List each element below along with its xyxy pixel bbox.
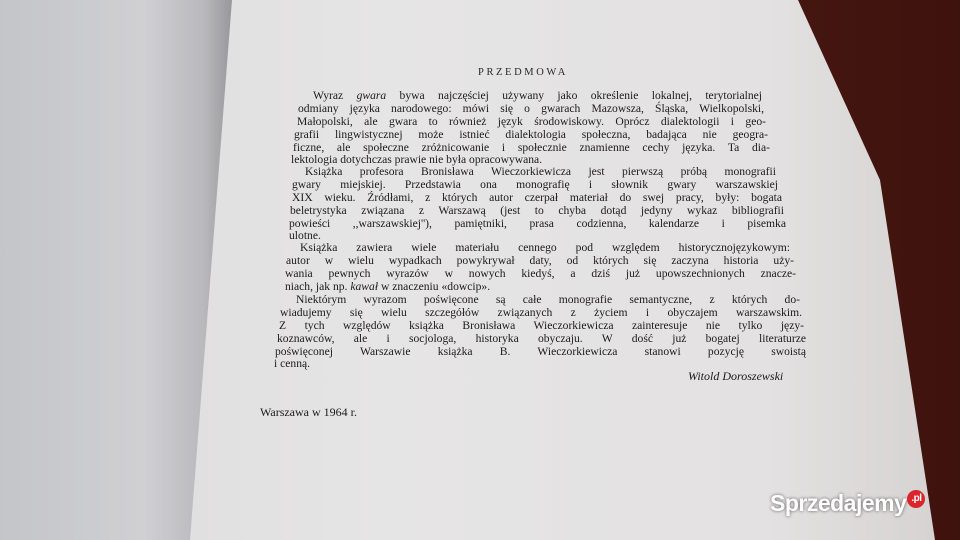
text-line: wania pewnych wyrazów w nowych kiedyś, a dziś już upowszechnionych znacze- — [285, 267, 796, 280]
text-line: ulotne. — [289, 229, 321, 242]
text-line: autor w wielu wypadkach powykrywał daty, od których się zaczyna historia uży- — [286, 254, 794, 267]
text-line: XIX wieku. Źródłami, z których autor czerpał materiał do swej pracy, były: bogata — [292, 191, 782, 204]
text-line: Małopolski, ale gwara to również język środowiskowy. Oprócz dialektologii i geo- — [297, 115, 766, 128]
text-line: odmiany języka narodowego: mówi się o gwarach Mazowsza, Śląska, Wielkopolski, — [298, 102, 764, 115]
text-line: ficzne, ale społeczne zróżnicowanie i społecznie znamienne cechy języka. Ta dia- — [293, 141, 770, 154]
text-line: powieści ,,warszawskiej''), pamiętniki, prasa codzienna, kalendarze i pisemka — [289, 217, 786, 230]
text-line: Niektórym wyrazom poświęcone są całe monografie semantyczne, z których do- — [296, 293, 800, 306]
text-line: i cenną. — [274, 357, 311, 370]
watermark-name: Sprzedajemy — [770, 490, 907, 516]
text-line: beletrystyka związana z Warszawą (jest to chyba dotąd jedyny wykaz bibliografii — [290, 204, 784, 217]
watermark-tld: .pl — [907, 490, 925, 508]
place-date: Warszawa w 1964 r. — [260, 405, 358, 419]
text-line: Książka zawiera wiele materiału cennego pod względem historycznojęzykowym: — [300, 241, 790, 254]
text-line: Wyraz gwara bywa najczęściej używany jako określenie lokalnej, terytorialnej — [313, 89, 762, 102]
text-line: Z tych względów książka Bronisława Wieczorkiewicza zainteresuje nie tylko języ- — [279, 319, 804, 332]
text-line: lektologia dotychczas prawie nie była opracowywana. — [291, 153, 543, 166]
text-line: koznawców, ale i socjologa, historyka obyczaju. W dość już bogatej literaturze — [277, 332, 806, 345]
text-line: poświęconej Warszawie książka B. Wieczorkiewicza stanowi pozycję swoistą — [275, 345, 806, 358]
text-line: grafii lingwistycznej może istnieć dialektologia społeczna, badająca nie geogra- — [294, 128, 768, 141]
text-line: wiadujemy się wielu szczegółów związanych z życiem i obyczajem warszawskim. — [280, 306, 802, 319]
watermark-logo — [770, 490, 925, 517]
page-heading: PRZEDMOWA — [478, 67, 568, 78]
signature: Witold Doroszewski — [688, 369, 784, 383]
text-line: gwary miejskiej. Przedstawia ona monografię i słownik gwary warszawskiej — [292, 178, 778, 191]
text-line: niach, jak np. kawał w znaczeniu «dowcip». — [285, 280, 491, 293]
text-line: Książka profesora Bronisława Wieczorkiewicza jest pierwszą próbą monografii — [305, 165, 776, 178]
